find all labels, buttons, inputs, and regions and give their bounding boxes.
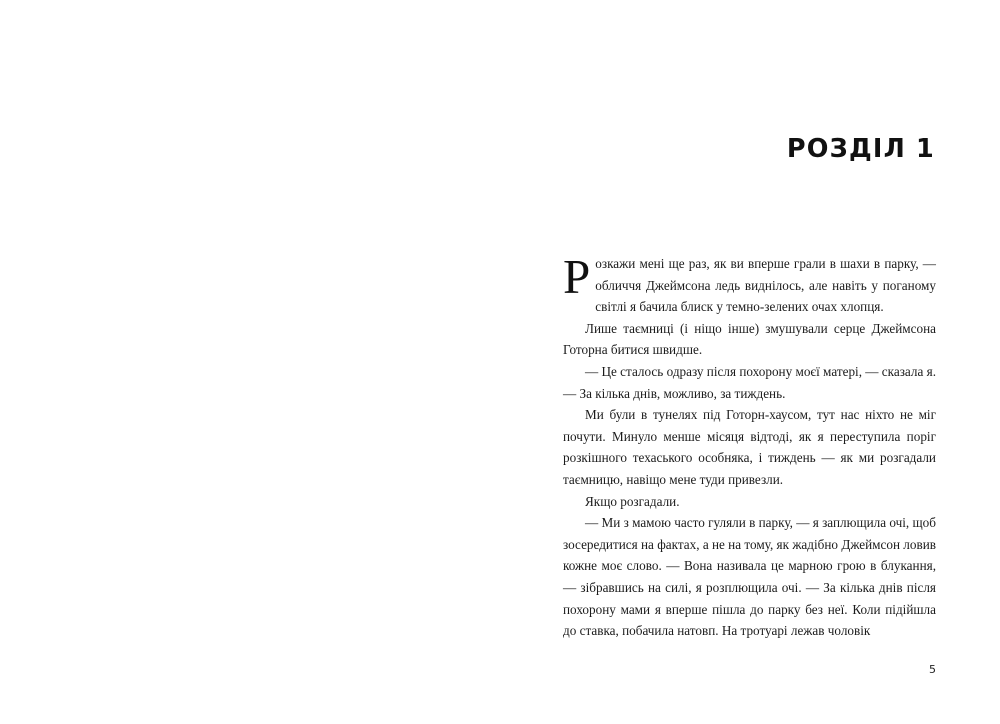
page-number: 5: [929, 663, 936, 676]
paragraph-5: Якщо розгадали.: [585, 493, 680, 509]
paragraph-4: Ми були в тунелях під Готорн-хаусом, тут нас ніхто не міг почути. Минуло менше місяця відтоді, як я переступила поріг розкішного техаського особняка, і тиждень — як ми розгадали таємницю, навіщо мене туди привезли.: [563, 407, 936, 487]
paragraph-6: — Ми з мамою часто гуляли в парку, — я заплющила очі, щоб зосередитися на фактах, а не на тому, як жадібно Джеймсон ловив кожне моє слово. — Вона називала це марною грою в блукання, — зібравшись на силі, я розплющила очі. — За кілька днів після похорону мами я вперше пішла до парку без неї. Коли підійшла до ставка, побачила натовп. На тротуарі лежав чоловік: [563, 515, 936, 639]
paragraph-1-text: озкажи мені ще раз, як ви вперше грали в шахи в парку, — обличчя Джеймсона ледь виднілось, але навіть у поганому світлі я бачила блиск у темно-зелених очах хлопця.: [595, 256, 936, 315]
chapter-title: РОЗДІЛ 1: [786, 134, 935, 164]
paragraph-3: — Це сталось одразу після похорону моєї матері, — сказала я. — За кілька днів, можливо, за тиждень.: [563, 363, 936, 401]
page-right: [500, 0, 1000, 724]
paragraph-1: [563, 249, 936, 318]
body-text: [563, 249, 936, 642]
drop-cap: Р: [563, 249, 591, 304]
paragraph-2: Лише таємниці (і ніщо інше) змушували серце Джеймсона Готорна битися швидше.: [563, 320, 936, 358]
